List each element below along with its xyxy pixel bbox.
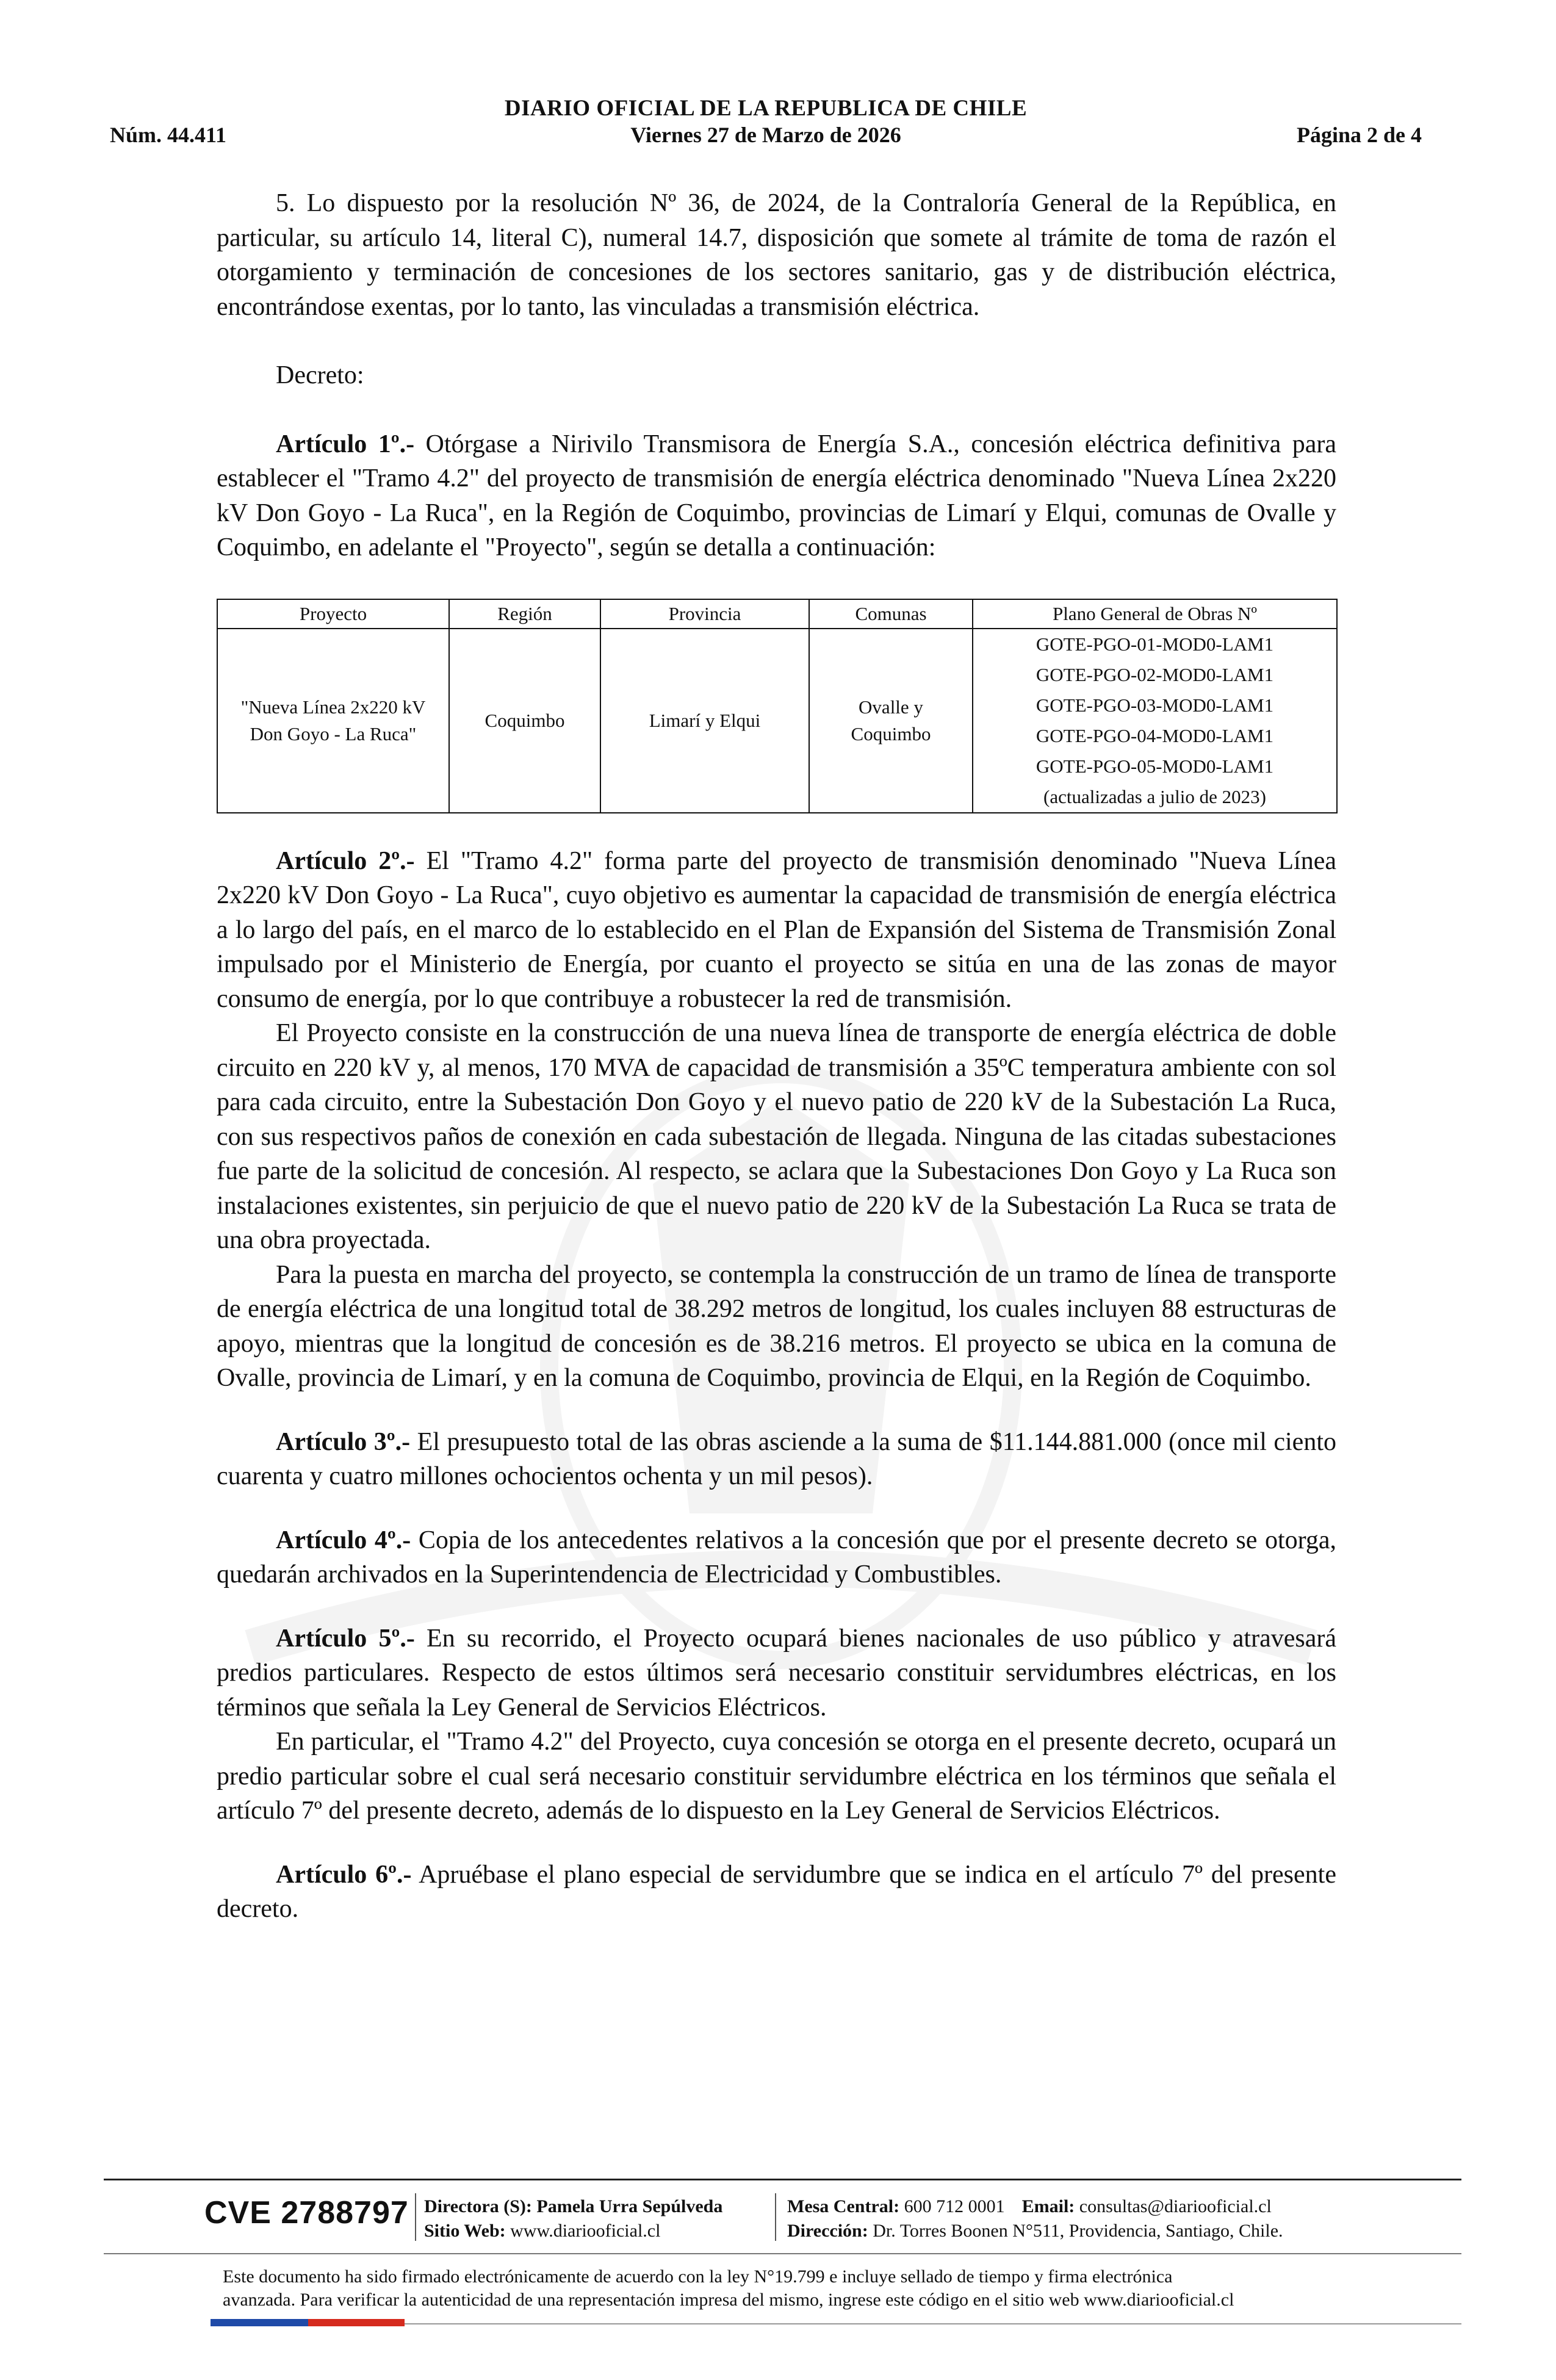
header-plano: Plano General de Obras Nº <box>973 599 1337 629</box>
article-label: Artículo 6º.- <box>276 1860 412 1889</box>
sitio-label: Sitio Web: <box>424 2221 506 2241</box>
issue-date: Viernes 27 de Marzo de 2026 <box>630 123 901 147</box>
page-footer <box>104 2179 1461 2325</box>
direccion-value: Dr. Torres Boonen N°511, Providencia, Santiago, Chile. <box>873 2221 1283 2241</box>
article-text: En su recorrido, el Proyecto ocupará bienes nacionales de uso público y atravesará predios particulares. Respecto de estos últimos será necesario constituir servidumbres eléctricas, en los términos que señala la Ley General de Servicios Eléctricos. <box>217 1624 1336 1722</box>
page-indicator: Página 2 de 4 <box>1296 123 1422 147</box>
footer-contact-left <box>424 2194 722 2243</box>
article-label: Artículo 3º.- <box>276 1427 411 1456</box>
plano-item: GOTE-PGO-03-MOD0-LAM1 <box>1036 694 1274 716</box>
cell-region: Coquimbo <box>449 629 600 813</box>
chile-flag-bar-icon <box>211 2319 405 2326</box>
header-provincia: Provincia <box>600 599 809 629</box>
articulo-2-paragraph-3: Para la puesta en marcha del proyecto, se contempla la construcción de un tramo de línea de transporte de energía eléctrica de una longitud total de 38.292 metros de longitud, los cuales incluyen 88 estructuras de apoyo, mientras que la longitud de concesión es de 38.216 metros. El proyecto se ubica en la comuna de Ovalle, provincia de Limarí, y en la comuna de Coquimbo, provincia de Elqui, en la Región de Coquimbo. <box>217 1260 1336 1392</box>
email-label: Email: <box>1021 2196 1075 2216</box>
mesa-label: Mesa Central: <box>787 2196 900 2216</box>
plano-note: (actualizadas a julio de 2023) <box>1043 785 1266 807</box>
footer-baseline <box>405 2323 1461 2324</box>
directora-name: Pamela Urra Sepúlveda <box>536 2196 723 2216</box>
footer-separator <box>775 2193 776 2241</box>
footer-separator <box>415 2193 416 2241</box>
articulo-1 <box>217 427 1336 565</box>
articulo-4 <box>217 1523 1336 1592</box>
email-link[interactable]: consultas@diariooficial.cl <box>1079 2196 1272 2216</box>
header-comunas: Comunas <box>809 599 973 629</box>
paragraph-5: 5. Lo dispuesto por la resolución Nº 36, de 2024, de la Contraloría General de la República, en particular, su artículo 14, literal C), numeral 14.7, disposición que somete al trámite de toma de razón el otorgamiento y terminación de concesiones de los sectores sanitario, gas y de distribución eléctrica, encontrándose exentas, por lo tanto, las vinculadas a transmisión eléctrica. <box>217 189 1336 321</box>
decreto-heading: Decreto: <box>276 361 364 389</box>
cell-provincia: Limarí y Elqui <box>600 629 809 813</box>
article-text: Otórgase a Nirivilo Transmisora de Energía S.A., concesión eléctrica definitiva para establecer el "Tramo 4.2" del proyecto de transmisión de energía eléctrica denominado "Nueva Línea 2x220 kV Don Goyo - La Ruca", en la Región de Coquimbo, provincias de Limarí y Elqui, comunas de Ovalle y Coquimbo, en adelante el "Proyecto", según se detalla a continuación: <box>217 430 1336 561</box>
articulo-3 <box>217 1425 1336 1494</box>
cell-proyecto <box>217 629 449 813</box>
article-label: Artículo 2º.- <box>276 846 415 875</box>
proyecto-line-1: "Nueva Línea 2x220 kV <box>240 696 426 718</box>
table-row <box>217 629 1337 813</box>
article-text: Copia de los antecedentes relativos a la concesión que por el presente decreto se otorga, quedarán archivados en la Superintendencia de Electricidad y Combustibles. <box>217 1526 1336 1588</box>
mesa-phone: 600 712 0001 <box>904 2196 1005 2216</box>
header-proyecto: Proyecto <box>217 599 449 629</box>
sitio-link[interactable]: www.diariooficial.cl <box>510 2221 661 2241</box>
article-label: Artículo 5º.- <box>276 1624 415 1653</box>
plano-item: GOTE-PGO-04-MOD0-LAM1 <box>1036 724 1274 746</box>
directora-label: Directora (S): <box>424 2196 532 2216</box>
header-region: Región <box>449 599 600 629</box>
cve-code: CVE 2788797 <box>204 2195 409 2230</box>
issue-number: Núm. 44.411 <box>110 123 227 147</box>
proyecto-line-2: Don Goyo - La Ruca" <box>250 723 417 745</box>
footer-contact-right <box>787 2194 1283 2243</box>
note-line: avanzada. Para verificar la autenticidad de una representación impresa del mismo, ingrese este código en el sitio web www.diariooficial.cl <box>223 2290 1234 2310</box>
article-label: Artículo 4º.- <box>276 1526 411 1554</box>
note-line: Este documento ha sido firmado electrónicamente de acuerdo con la ley N°19.799 e incluye sellado de tiempo y firma electrónica <box>223 2266 1173 2287</box>
page-header <box>110 92 1422 153</box>
articulo-2 <box>217 844 1336 1017</box>
articulo-5-paragraph-2: En particular, el "Tramo 4.2" del Proyecto, cuya concesión se otorga en el presente decreto, ocupará un predio particular sobre el cual será necesario constituir servidumbre eléctrica en los términos que señala el artículo 7º del presente decreto, además de lo dispuesto en la Ley General de Servicios Eléctricos. <box>217 1728 1336 1825</box>
table-header-row <box>217 599 1337 629</box>
articulo-5 <box>217 1621 1336 1725</box>
articulo-6 <box>217 1858 1336 1927</box>
document-body <box>217 186 1336 1927</box>
article-text: Apruébase el plano especial de servidumbre que se indica en el artículo 7º del presente decreto. <box>217 1860 1336 1923</box>
article-label: Artículo 1º.- <box>276 430 415 458</box>
concession-table <box>217 599 1338 813</box>
article-text: El presupuesto total de las obras asciende a la suma de $11.144.881.000 (once mil ciento cuarenta y cuatro millones ochocientos ochenta y un mil pesos). <box>217 1427 1336 1490</box>
comunas-line-1: Ovalle y <box>859 696 923 718</box>
articulo-2-paragraph-2: El Proyecto consiste en la construcción de una nueva línea de transporte de energía eléctrica de doble circuito en 220 kV y, al menos, 170 MVA de capacidad de transmisión a 35ºC temperatura ambiente con sol para cada circuito, entre la Subestación Don Goyo y el nuevo patio de 220 kV de la Subestación La Ruca, con sus respectivos paños de conexión en cada subestación de llegada. Ninguna de las citadas subestaciones fue parte de la solicitud de concesión. Al respecto, se aclara que la Subestaciones Don Goyo y La Ruca son instalaciones existentes, sin perjuicio de que el nuevo patio de 220 kV de la Subestación La Ruca se trata de una obra proyectada. <box>217 1019 1336 1254</box>
plano-item: GOTE-PGO-01-MOD0-LAM1 <box>1036 633 1274 655</box>
signature-note <box>223 2265 1442 2312</box>
footer-divider <box>104 2179 1461 2180</box>
cell-comunas <box>809 629 973 813</box>
comunas-line-2: Coquimbo <box>851 723 931 745</box>
article-text: El "Tramo 4.2" forma parte del proyecto de transmisión denominado "Nueva Línea 2x220 kV Don Goyo - La Ruca", cuyo objetivo es aumentar la capacidad de transmisión de energía eléctrica a lo largo del país, en el marco de lo establecido en el Plan de Expansión del Sistema de Transmisión Zonal impulsado por el Ministerio de Energía, por cuanto el proyecto se sitúa en una de las zonas de mayor consumo de energía, por lo que contribuye a robustecer la red de transmisión. <box>217 846 1336 1013</box>
footer-divider <box>104 2253 1461 2254</box>
plano-item: GOTE-PGO-02-MOD0-LAM1 <box>1036 663 1274 685</box>
direccion-label: Dirección: <box>787 2221 868 2241</box>
newspaper-title: DIARIO OFICIAL DE LA REPUBLICA DE CHILE <box>504 96 1028 121</box>
cell-planos <box>973 629 1337 813</box>
plano-item: GOTE-PGO-05-MOD0-LAM1 <box>1036 755 1274 777</box>
